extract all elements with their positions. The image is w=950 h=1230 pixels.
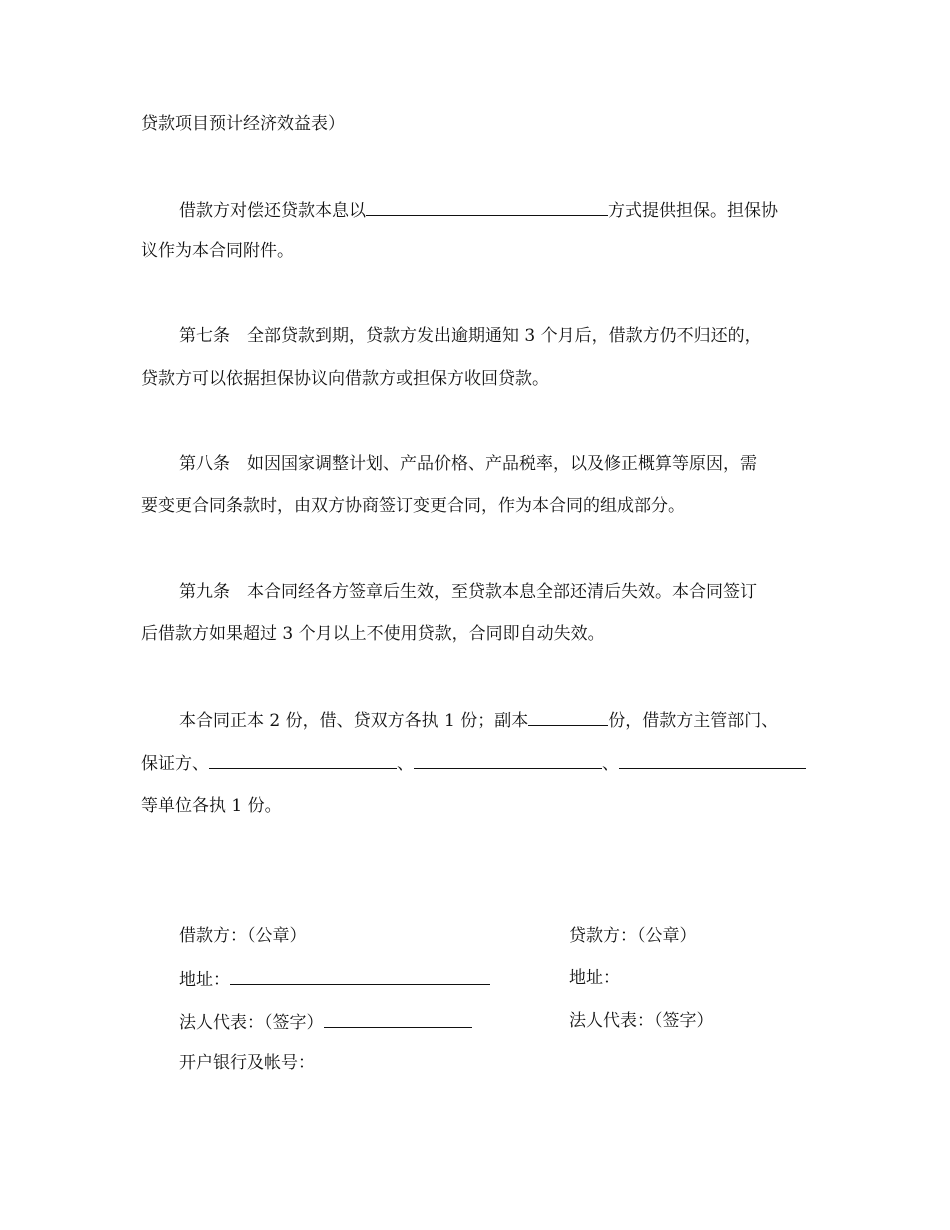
continuation-text: 贷款项目预计经济效益表） (141, 114, 345, 134)
unit-blank-3 (619, 751, 806, 769)
lender-address-label: 地址： (569, 968, 620, 988)
guarantee-text-end: 方式提供担保。担保协 (608, 201, 778, 221)
article-7-line2: 贷款方可以依据担保协议向借款方或担保方收回贷款。 (141, 369, 549, 389)
article-8-line2: 要变更合同条款时，由双方协商签订变更合同，作为本合同的组成部分。 (141, 496, 685, 516)
borrower-legal-rep-label: 法人代表：（签字） (179, 1013, 324, 1033)
borrower-signature-blank (324, 1010, 472, 1028)
borrower-address-blank (230, 967, 490, 985)
copies-count-blank (528, 708, 608, 726)
unit-blank-1 (209, 751, 397, 769)
lender-legal-rep-label: 法人代表：（签字） (569, 1011, 714, 1031)
borrower-address-label: 地址： (179, 970, 230, 990)
copies-paragraph-line1 (179, 708, 778, 732)
unit-blank-2 (414, 751, 602, 769)
copies-text-end: 份，借款方主管部门、 (608, 711, 779, 731)
guarantee-paragraph-line2: 议作为本合同附件。 (141, 241, 294, 261)
copies-text-start: 本合同正本 2 份，借、贷双方各执 1 份；副本 (179, 711, 529, 731)
guarantee-paragraph-line1 (179, 198, 778, 222)
unit-separator-1: 、 (397, 754, 414, 774)
guarantee-text-start: 借款方对偿还贷款本息以 (179, 201, 366, 221)
borrower-address-line (179, 967, 490, 991)
guarantee-method-blank (366, 198, 608, 216)
article-9-line2: 后借款方如果超过 3 个月以上不使用贷款，合同即自动失效。 (141, 624, 605, 644)
lender-seal-label: 贷款方：（公章） (569, 926, 697, 946)
copies-paragraph-line3: 等单位各执 1 份。 (141, 796, 282, 816)
borrower-legal-rep-line (179, 1010, 472, 1034)
guarantor-label: 保证方、 (141, 754, 209, 774)
unit-separator-2: 、 (602, 754, 619, 774)
copies-paragraph-line2 (141, 751, 806, 775)
article-9-line1: 第九条 本合同经各方签章后生效，至贷款本息全部还清后失效。本合同签订 (179, 582, 757, 602)
borrower-seal-label: 借款方：（公章） (179, 926, 307, 946)
bank-account-label: 开户银行及帐号： (179, 1053, 315, 1073)
article-8-line1: 第八条 如因国家调整计划、产品价格、产品税率，以及修正概算等原因，需 (179, 454, 757, 474)
article-7-line1: 第七条 全部贷款到期，贷款方发出逾期通知 3 个月后，借款方仍不归还的， (179, 326, 762, 346)
